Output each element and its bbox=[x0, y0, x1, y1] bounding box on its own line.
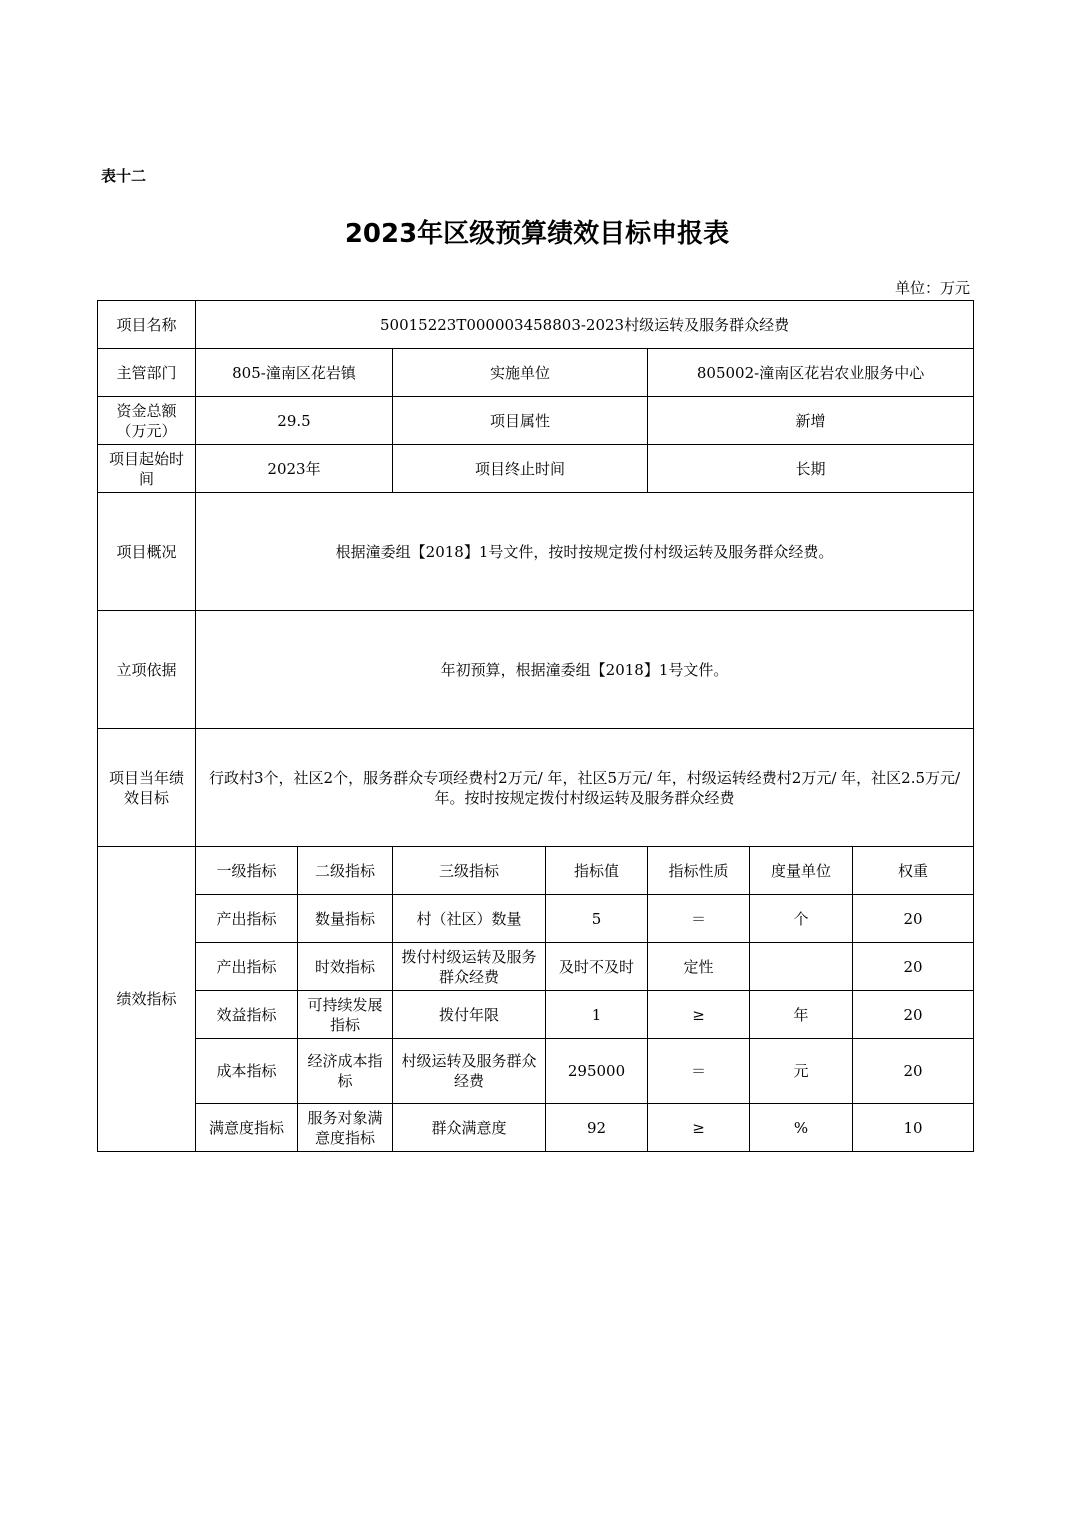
header-nature: 指标性质 bbox=[648, 847, 750, 895]
table-row bbox=[98, 991, 974, 1039]
indicators-section-label: 绩效指标 bbox=[98, 847, 196, 1152]
nature-cell: ≥ bbox=[648, 1104, 750, 1152]
header-weight: 权重 bbox=[853, 847, 974, 895]
project-name-value: 50015223T000003458803-2023村级运转及服务群众经费 bbox=[196, 301, 974, 349]
table-number-label: 表十二 bbox=[101, 167, 147, 185]
level3-cell: 村级运转及服务群众经费 bbox=[393, 1039, 546, 1104]
overview-label: 项目概况 bbox=[98, 493, 196, 611]
level1-cell: 效益指标 bbox=[196, 991, 298, 1039]
header-value: 指标值 bbox=[546, 847, 648, 895]
value-cell: 1 bbox=[546, 991, 648, 1039]
level3-cell: 拨付年限 bbox=[393, 991, 546, 1039]
unit-cell: 年 bbox=[750, 991, 853, 1039]
row-funds bbox=[98, 397, 974, 445]
value-cell: 及时不及时 bbox=[546, 943, 648, 991]
unit-cell bbox=[750, 943, 853, 991]
start-label: 项目起始时间 bbox=[98, 445, 196, 493]
header-level2: 二级指标 bbox=[298, 847, 393, 895]
weight-cell: 20 bbox=[853, 1039, 974, 1104]
row-goal bbox=[98, 729, 974, 847]
level3-cell: 群众满意度 bbox=[393, 1104, 546, 1152]
nature-cell: ≥ bbox=[648, 991, 750, 1039]
document-title: 2023年区级预算绩效目标申报表 bbox=[344, 219, 730, 249]
table-row bbox=[98, 1039, 974, 1104]
row-overview bbox=[98, 493, 974, 611]
total-funds-label: 资金总额（万元） bbox=[98, 397, 196, 445]
unit-cell: 个 bbox=[750, 895, 853, 943]
total-funds-value: 29.5 bbox=[196, 397, 393, 445]
attribute-value: 新增 bbox=[648, 397, 974, 445]
weight-cell: 20 bbox=[853, 943, 974, 991]
header-level1: 一级指标 bbox=[196, 847, 298, 895]
dept-label: 主管部门 bbox=[98, 349, 196, 397]
value-cell: 5 bbox=[546, 895, 648, 943]
attribute-label: 项目属性 bbox=[393, 397, 648, 445]
unit-label: 单位：万元 bbox=[894, 279, 970, 297]
indicator-header-row bbox=[98, 847, 974, 895]
overview-value: 根据潼委组【2018】1号文件，按时按规定拨付村级运转及服务群众经费。 bbox=[196, 493, 974, 611]
table-row bbox=[98, 895, 974, 943]
value-cell: 295000 bbox=[546, 1039, 648, 1104]
impl-unit-label: 实施单位 bbox=[393, 349, 648, 397]
weight-cell: 20 bbox=[853, 895, 974, 943]
header-level3: 三级指标 bbox=[393, 847, 546, 895]
basis-value: 年初预算，根据潼委组【2018】1号文件。 bbox=[196, 611, 974, 729]
performance-target-table bbox=[97, 300, 974, 1152]
row-project-name bbox=[98, 301, 974, 349]
level1-cell: 产出指标 bbox=[196, 895, 298, 943]
row-basis bbox=[98, 611, 974, 729]
header-unit: 度量单位 bbox=[750, 847, 853, 895]
unit-cell: % bbox=[750, 1104, 853, 1152]
level3-cell: 村（社区）数量 bbox=[393, 895, 546, 943]
nature-cell: ＝ bbox=[648, 1039, 750, 1104]
row-department bbox=[98, 349, 974, 397]
nature-cell: 定性 bbox=[648, 943, 750, 991]
level3-cell: 拨付村级运转及服务群众经费 bbox=[393, 943, 546, 991]
weight-cell: 10 bbox=[853, 1104, 974, 1152]
table-row bbox=[98, 1104, 974, 1152]
level2-cell: 时效指标 bbox=[298, 943, 393, 991]
level1-cell: 产出指标 bbox=[196, 943, 298, 991]
level2-cell: 服务对象满意度指标 bbox=[298, 1104, 393, 1152]
dept-value: 805-潼南区花岩镇 bbox=[196, 349, 393, 397]
level2-cell: 经济成本指标 bbox=[298, 1039, 393, 1104]
table-row bbox=[98, 943, 974, 991]
end-label: 项目终止时间 bbox=[393, 445, 648, 493]
goal-label: 项目当年绩效目标 bbox=[98, 729, 196, 847]
level2-cell: 数量指标 bbox=[298, 895, 393, 943]
nature-cell: ＝ bbox=[648, 895, 750, 943]
level1-cell: 成本指标 bbox=[196, 1039, 298, 1104]
goal-value: 行政村3个，社区2个，服务群众专项经费村2万元/ 年，社区5万元/ 年，村级运转经费村2万元/ 年，社区2.5万元/ 年。按时按规定拨付村级运转及服务群众经费 bbox=[196, 729, 974, 847]
level2-cell: 可持续发展指标 bbox=[298, 991, 393, 1039]
row-period bbox=[98, 445, 974, 493]
start-value: 2023年 bbox=[196, 445, 393, 493]
impl-unit-value: 805002-潼南区花岩农业服务中心 bbox=[648, 349, 974, 397]
unit-cell: 元 bbox=[750, 1039, 853, 1104]
basis-label: 立项依据 bbox=[98, 611, 196, 729]
weight-cell: 20 bbox=[853, 991, 974, 1039]
level1-cell: 满意度指标 bbox=[196, 1104, 298, 1152]
end-value: 长期 bbox=[648, 445, 974, 493]
project-name-label: 项目名称 bbox=[98, 301, 196, 349]
value-cell: 92 bbox=[546, 1104, 648, 1152]
